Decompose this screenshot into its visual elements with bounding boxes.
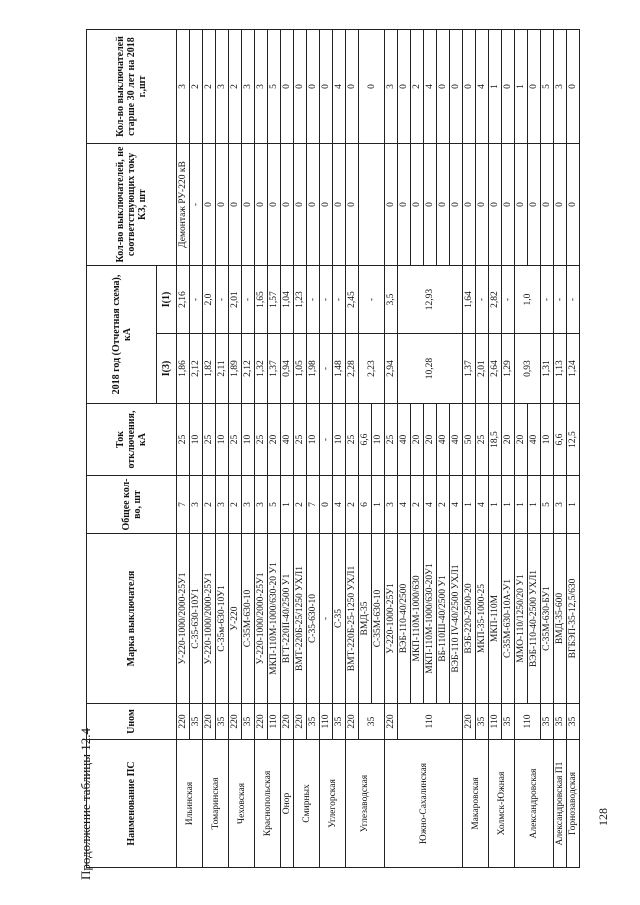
- cell-dismantle-note: Демонтаж РУ-220 кВ: [177, 144, 190, 266]
- cell-nc: 0: [463, 144, 476, 266]
- table-row: [177, 30, 190, 868]
- cell-qty: 3: [216, 476, 229, 534]
- header-quantity: Общее кол-во, шт: [87, 476, 177, 534]
- table-row: [281, 30, 294, 868]
- cell-nc: 0: [294, 144, 307, 266]
- cell-tok: 10: [242, 404, 255, 476]
- cell-ps-name: Горнозаводская: [567, 740, 580, 868]
- cell-nc: 0: [541, 144, 554, 266]
- cell-old: 4: [333, 30, 346, 144]
- table-row: [385, 30, 398, 868]
- cell-tok: 20: [502, 404, 515, 476]
- cell-brand: -: [320, 534, 333, 704]
- cell-i1: 1,64: [463, 266, 476, 334]
- cell-unom: 220: [294, 704, 307, 740]
- cell-nc: 0: [476, 144, 489, 266]
- cell-i3: 2,94: [385, 334, 398, 404]
- cell-unom: 35: [541, 704, 554, 740]
- cell-i3: 1,86: [177, 334, 190, 404]
- cell-brand: ВЭБ-110-40/2500: [398, 534, 411, 704]
- table-row: [294, 30, 307, 868]
- cell-tok: 18,5: [489, 404, 502, 476]
- cell-old: 0: [281, 30, 294, 144]
- cell-old: 0: [528, 30, 541, 144]
- header-breaking-current: Ток отключения, кА: [87, 404, 177, 476]
- cell-nc: 0: [307, 144, 320, 266]
- cell-unom: 110: [489, 704, 502, 740]
- breaker-table-wrapper: [86, 30, 580, 868]
- cell-brand: С-35М-630-10: [242, 534, 255, 704]
- cell-old: 0: [437, 30, 450, 144]
- cell-brand: С-35М-630-10А-У1: [502, 534, 515, 704]
- header-short-circuit-2018: 2018 год (Отчетная схема), кА: [87, 266, 157, 404]
- cell-old: 0: [450, 30, 463, 144]
- cell-nc: 0: [528, 144, 541, 266]
- cell-old: 3: [385, 30, 398, 144]
- cell-old: 2: [203, 30, 216, 144]
- cell-tok: 20: [411, 404, 424, 476]
- cell-qty: 2: [294, 476, 307, 534]
- cell-tok: 10: [190, 404, 203, 476]
- cell-i1: 2,45: [346, 266, 359, 334]
- cell-old: 0: [359, 30, 385, 144]
- cell-brand: У-220-1000/2000-25У1: [255, 534, 268, 704]
- cell-old: 0: [567, 30, 580, 144]
- cell-tok: 10: [307, 404, 320, 476]
- cell-brand: МКП-110М-1000/630-20 У1: [268, 534, 281, 704]
- table-row: [320, 30, 333, 868]
- cell-i3: 2,23: [359, 334, 385, 404]
- cell-brand: У-220: [229, 534, 242, 704]
- cell-qty: 4: [398, 476, 411, 534]
- cell-i3: 2,01: [476, 334, 489, 404]
- cell-qty: 2: [203, 476, 216, 534]
- cell-i1: 12,93: [398, 266, 463, 334]
- cell-i3: 1,32: [255, 334, 268, 404]
- cell-ps-name: Углегорская: [320, 740, 346, 868]
- cell-qty: 3: [242, 476, 255, 534]
- cell-old: 2: [411, 30, 424, 144]
- cell-i1: 3,5: [385, 266, 398, 334]
- cell-tok: 25: [346, 404, 359, 476]
- cell-brand: С-35-630-10: [307, 534, 320, 704]
- cell-tok: 25: [255, 404, 268, 476]
- table-body: [177, 30, 580, 868]
- cell-qty: 1: [281, 476, 294, 534]
- cell-old: 0: [307, 30, 320, 144]
- cell-ps-name: Чеховская: [229, 740, 255, 868]
- cell-qty: 1: [463, 476, 476, 534]
- cell-unom: 35: [190, 704, 203, 740]
- cell-old: 0: [463, 30, 476, 144]
- cell-nc: [359, 144, 385, 266]
- cell-old: 4: [424, 30, 437, 144]
- cell-tok: 6,6: [554, 404, 567, 476]
- cell-unom: 220: [255, 704, 268, 740]
- cell-tok: 10: [541, 404, 554, 476]
- cell-nc: 0: [502, 144, 515, 266]
- cell-i1: -: [502, 266, 515, 334]
- table-caption-text: Продолжение таблицы 12.4: [78, 728, 93, 880]
- cell-i3: 1,98: [307, 334, 320, 404]
- cell-old: 5: [541, 30, 554, 144]
- cell-unom: 35: [567, 704, 580, 740]
- cell-nc: 0: [333, 144, 346, 266]
- cell-ps-name: Южно-Сахалинская: [385, 740, 463, 868]
- cell-nc: 0: [242, 144, 255, 266]
- cell-i1: 2,16: [177, 266, 190, 334]
- cell-nc: 0: [424, 144, 437, 266]
- cell-nc: 0: [268, 144, 281, 266]
- cell-i1: -: [320, 266, 333, 334]
- cell-i1: 1,65: [255, 266, 268, 334]
- cell-tok: 20: [515, 404, 528, 476]
- cell-nc: 0: [320, 144, 333, 266]
- cell-tok: 25: [203, 404, 216, 476]
- cell-qty: 3: [255, 476, 268, 534]
- table-row: [489, 30, 502, 868]
- cell-i3: 2,12: [190, 334, 203, 404]
- cell-i1: -: [242, 266, 255, 334]
- cell-i1: 1,57: [268, 266, 281, 334]
- breaker-table: [86, 29, 580, 868]
- cell-qty: 4: [450, 476, 463, 534]
- cell-i3: 1,13: [554, 334, 567, 404]
- cell-brand: ВГБЭП-35-12,5/630: [567, 534, 580, 704]
- cell-nc: 0: [281, 144, 294, 266]
- cell-brand: С-35-630-10У1: [190, 534, 203, 704]
- cell-unom: 35: [359, 704, 385, 740]
- cell-i3: 1,29: [502, 334, 515, 404]
- cell-nc: 0: [450, 144, 463, 266]
- cell-qty: 1: [567, 476, 580, 534]
- cell-nc: 0: [398, 144, 411, 266]
- cell-nc: -: [190, 144, 203, 266]
- cell-tok: 20: [268, 404, 281, 476]
- cell-brand: ВМД-35: [359, 534, 372, 704]
- table-row: [203, 30, 216, 868]
- cell-brand: ММО-110/1250/20 У1: [515, 534, 528, 704]
- cell-brand: С-35м-630-10У1: [216, 534, 229, 704]
- cell-brand: У-220-1000-25У1: [385, 534, 398, 704]
- cell-brand: ВМТ-220Б-25-1250 УХЛ1: [346, 534, 359, 704]
- cell-i3: 2,28: [346, 334, 359, 404]
- cell-brand: У-220-1000/2000-25У1: [177, 534, 190, 704]
- cell-i1: -: [554, 266, 567, 334]
- cell-i1: -: [359, 266, 385, 334]
- cell-tok: 6,6: [359, 404, 372, 476]
- cell-unom: 35: [502, 704, 515, 740]
- table-row: [515, 30, 528, 868]
- cell-nc: 0: [411, 144, 424, 266]
- cell-ps-name: Онор: [281, 740, 294, 868]
- table-row: [229, 30, 242, 868]
- cell-tok: 10: [216, 404, 229, 476]
- cell-unom: 35: [476, 704, 489, 740]
- cell-qty: 7: [307, 476, 320, 534]
- cell-qty: 4: [476, 476, 489, 534]
- page-number-text: 128: [596, 808, 610, 826]
- cell-ps-name: Ильинская: [177, 740, 203, 868]
- cell-i3: 0,94: [281, 334, 294, 404]
- cell-brand: С-35М-630-БУ1: [541, 534, 554, 704]
- cell-nc: 0: [216, 144, 229, 266]
- cell-old: 3: [177, 30, 190, 144]
- table-row: [554, 30, 567, 868]
- header-older-30-years: Кол-во выключателей старше 30 лет на 2018 г.,шт: [87, 30, 177, 144]
- cell-brand: ВЭБ-110-40-2500 УХЛ1: [528, 534, 541, 704]
- cell-i1: -: [190, 266, 203, 334]
- cell-unom: 220: [203, 704, 216, 740]
- cell-i1: 1,23: [294, 266, 307, 334]
- table-row: [567, 30, 580, 868]
- cell-brand: У-220-1000/2000-25У1: [203, 534, 216, 704]
- cell-nc: 0: [346, 144, 359, 266]
- cell-qty: 2: [437, 476, 450, 534]
- cell-i3: 1,37: [463, 334, 476, 404]
- cell-i1: -: [476, 266, 489, 334]
- cell-qty: 4: [424, 476, 437, 534]
- header-breaker-brand: Марка выключателя: [87, 534, 177, 704]
- cell-old: 0: [320, 30, 333, 144]
- cell-old: 1: [489, 30, 502, 144]
- cell-tok: 25: [294, 404, 307, 476]
- cell-qty: 0: [320, 476, 333, 534]
- cell-tok: 40: [528, 404, 541, 476]
- cell-i3: 1,31: [541, 334, 554, 404]
- cell-unom: 220: [346, 704, 359, 740]
- cell-qty: 1: [372, 476, 385, 534]
- cell-unom: 110: [398, 704, 463, 740]
- cell-i3: 2,64: [489, 334, 502, 404]
- cell-tok: 50: [463, 404, 476, 476]
- cell-old: 5: [268, 30, 281, 144]
- cell-brand: МКП-110М-1000/630: [411, 534, 424, 704]
- cell-tok: 10: [333, 404, 346, 476]
- cell-old: 4: [476, 30, 489, 144]
- cell-i3: 10,28: [398, 334, 463, 404]
- cell-unom: 35: [554, 704, 567, 740]
- header-i3: I(3): [157, 334, 177, 404]
- cell-old: 3: [255, 30, 268, 144]
- cell-qty: 2: [411, 476, 424, 534]
- cell-i3: 1,37: [268, 334, 281, 404]
- cell-old: 3: [554, 30, 567, 144]
- cell-tok: 10: [372, 404, 385, 476]
- cell-tok: 25: [476, 404, 489, 476]
- cell-brand: ВГТ-220II-40/2500 У1: [281, 534, 294, 704]
- cell-i1: -: [216, 266, 229, 334]
- cell-qty: 1: [489, 476, 502, 534]
- cell-i1: -: [333, 266, 346, 334]
- cell-qty: 5: [268, 476, 281, 534]
- header-i1: I(1): [157, 266, 177, 334]
- cell-ps-name: Смирных: [294, 740, 320, 868]
- cell-nc: 0: [515, 144, 528, 266]
- cell-qty: 7: [177, 476, 190, 534]
- cell-brand: МКП-35-1000-25: [476, 534, 489, 704]
- cell-old: 2: [190, 30, 203, 144]
- cell-ps-name: Томаринская: [203, 740, 229, 868]
- cell-unom: 35: [216, 704, 229, 740]
- cell-brand: ВЭБ-220-2500-20: [463, 534, 476, 704]
- cell-old: 0: [398, 30, 411, 144]
- cell-unom: 35: [333, 704, 346, 740]
- header-unom: Uном: [87, 704, 177, 740]
- cell-old: 3: [216, 30, 229, 144]
- cell-tok: -: [320, 404, 333, 476]
- cell-qty: 3: [554, 476, 567, 534]
- cell-qty: 3: [190, 476, 203, 534]
- cell-i3: 1,89: [229, 334, 242, 404]
- cell-brand: МКП-110М-1000/630-20У1: [424, 534, 437, 704]
- cell-tok: 12,5: [567, 404, 580, 476]
- cell-nc: 0: [437, 144, 450, 266]
- cell-tok: 40: [398, 404, 411, 476]
- cell-i3: 2,11: [216, 334, 229, 404]
- cell-unom: 110: [320, 704, 333, 740]
- cell-old: 2: [229, 30, 242, 144]
- cell-brand: МКП-110М: [489, 534, 502, 704]
- cell-i3: 1,48: [333, 334, 346, 404]
- cell-nc: 0: [203, 144, 216, 266]
- cell-qty: 1: [515, 476, 528, 534]
- cell-ps-name: Александровская П1: [554, 740, 567, 868]
- cell-i3: 2,12: [242, 334, 255, 404]
- table-row: [463, 30, 476, 868]
- cell-i1: 2,0: [203, 266, 216, 334]
- cell-tok: 20: [424, 404, 437, 476]
- cell-ps-name: Краснопольская: [255, 740, 281, 868]
- cell-brand: ВЭБ-110 IV-40/2500 УХЛ1: [450, 534, 463, 704]
- cell-i1: 2,82: [489, 266, 502, 334]
- cell-nc: 0: [554, 144, 567, 266]
- cell-qty: 5: [541, 476, 554, 534]
- cell-qty: 1: [528, 476, 541, 534]
- table-row: [346, 30, 359, 868]
- cell-ps-name: Холмск-Южная: [489, 740, 515, 868]
- cell-qty: 2: [346, 476, 359, 534]
- cell-unom: 220: [281, 704, 294, 740]
- cell-unom: 110: [515, 704, 541, 740]
- cell-i3: 1,05: [294, 334, 307, 404]
- header-not-compliant: Кол-во выключателей, не соответствующих току КЗ, шт: [87, 144, 177, 266]
- cell-tok: 40: [450, 404, 463, 476]
- cell-ps-name: Александровская: [515, 740, 554, 868]
- cell-nc: 0: [489, 144, 502, 266]
- cell-tok: 25: [229, 404, 242, 476]
- cell-qty: 4: [333, 476, 346, 534]
- cell-unom: 220: [229, 704, 242, 740]
- cell-i1: -: [541, 266, 554, 334]
- cell-unom: 220: [177, 704, 190, 740]
- cell-nc: 0: [255, 144, 268, 266]
- cell-tok: 25: [177, 404, 190, 476]
- cell-i3: 0,93: [515, 334, 541, 404]
- cell-i1: 1,04: [281, 266, 294, 334]
- cell-brand: С-35: [333, 534, 346, 704]
- cell-brand: ВМТ-220Б-25/1250 УХЛ1: [294, 534, 307, 704]
- cell-i3: -: [320, 334, 333, 404]
- table-header: [87, 30, 177, 868]
- cell-nc: 0: [229, 144, 242, 266]
- cell-unom: 220: [385, 704, 398, 740]
- cell-i1: 1,0: [515, 266, 541, 334]
- cell-qty: 3: [385, 476, 398, 534]
- cell-brand: ВБ-110Ш-40/2500 У1: [437, 534, 450, 704]
- cell-tok: 40: [437, 404, 450, 476]
- table-row: [255, 30, 268, 868]
- cell-nc: 0: [385, 144, 398, 266]
- cell-qty: 6: [359, 476, 372, 534]
- cell-old: 0: [502, 30, 515, 144]
- cell-ps-name: Макаровская: [463, 740, 489, 868]
- cell-unom: 220: [463, 704, 476, 740]
- cell-qty: 2: [229, 476, 242, 534]
- cell-unom: 35: [307, 704, 320, 740]
- cell-old: 3: [242, 30, 255, 144]
- cell-i3: 1,82: [203, 334, 216, 404]
- cell-unom: 110: [268, 704, 281, 740]
- cell-i1: -: [567, 266, 580, 334]
- cell-tok: 25: [385, 404, 398, 476]
- cell-i1: -: [307, 266, 320, 334]
- cell-ps-name: Углезаводская: [346, 740, 385, 868]
- cell-tok: 40: [281, 404, 294, 476]
- cell-nc: 0: [567, 144, 580, 266]
- cell-brand: ВМД-35-600: [554, 534, 567, 704]
- cell-i3: 1,24: [567, 334, 580, 404]
- cell-old: 0: [294, 30, 307, 144]
- cell-i1: 2,01: [229, 266, 242, 334]
- cell-old: 0: [346, 30, 359, 144]
- cell-unom: 35: [242, 704, 255, 740]
- header-ps-name: Наименование ПС: [87, 740, 177, 868]
- cell-old: 1: [515, 30, 528, 144]
- cell-qty: 1: [502, 476, 515, 534]
- cell-brand: С-35М-630-10: [372, 534, 385, 704]
